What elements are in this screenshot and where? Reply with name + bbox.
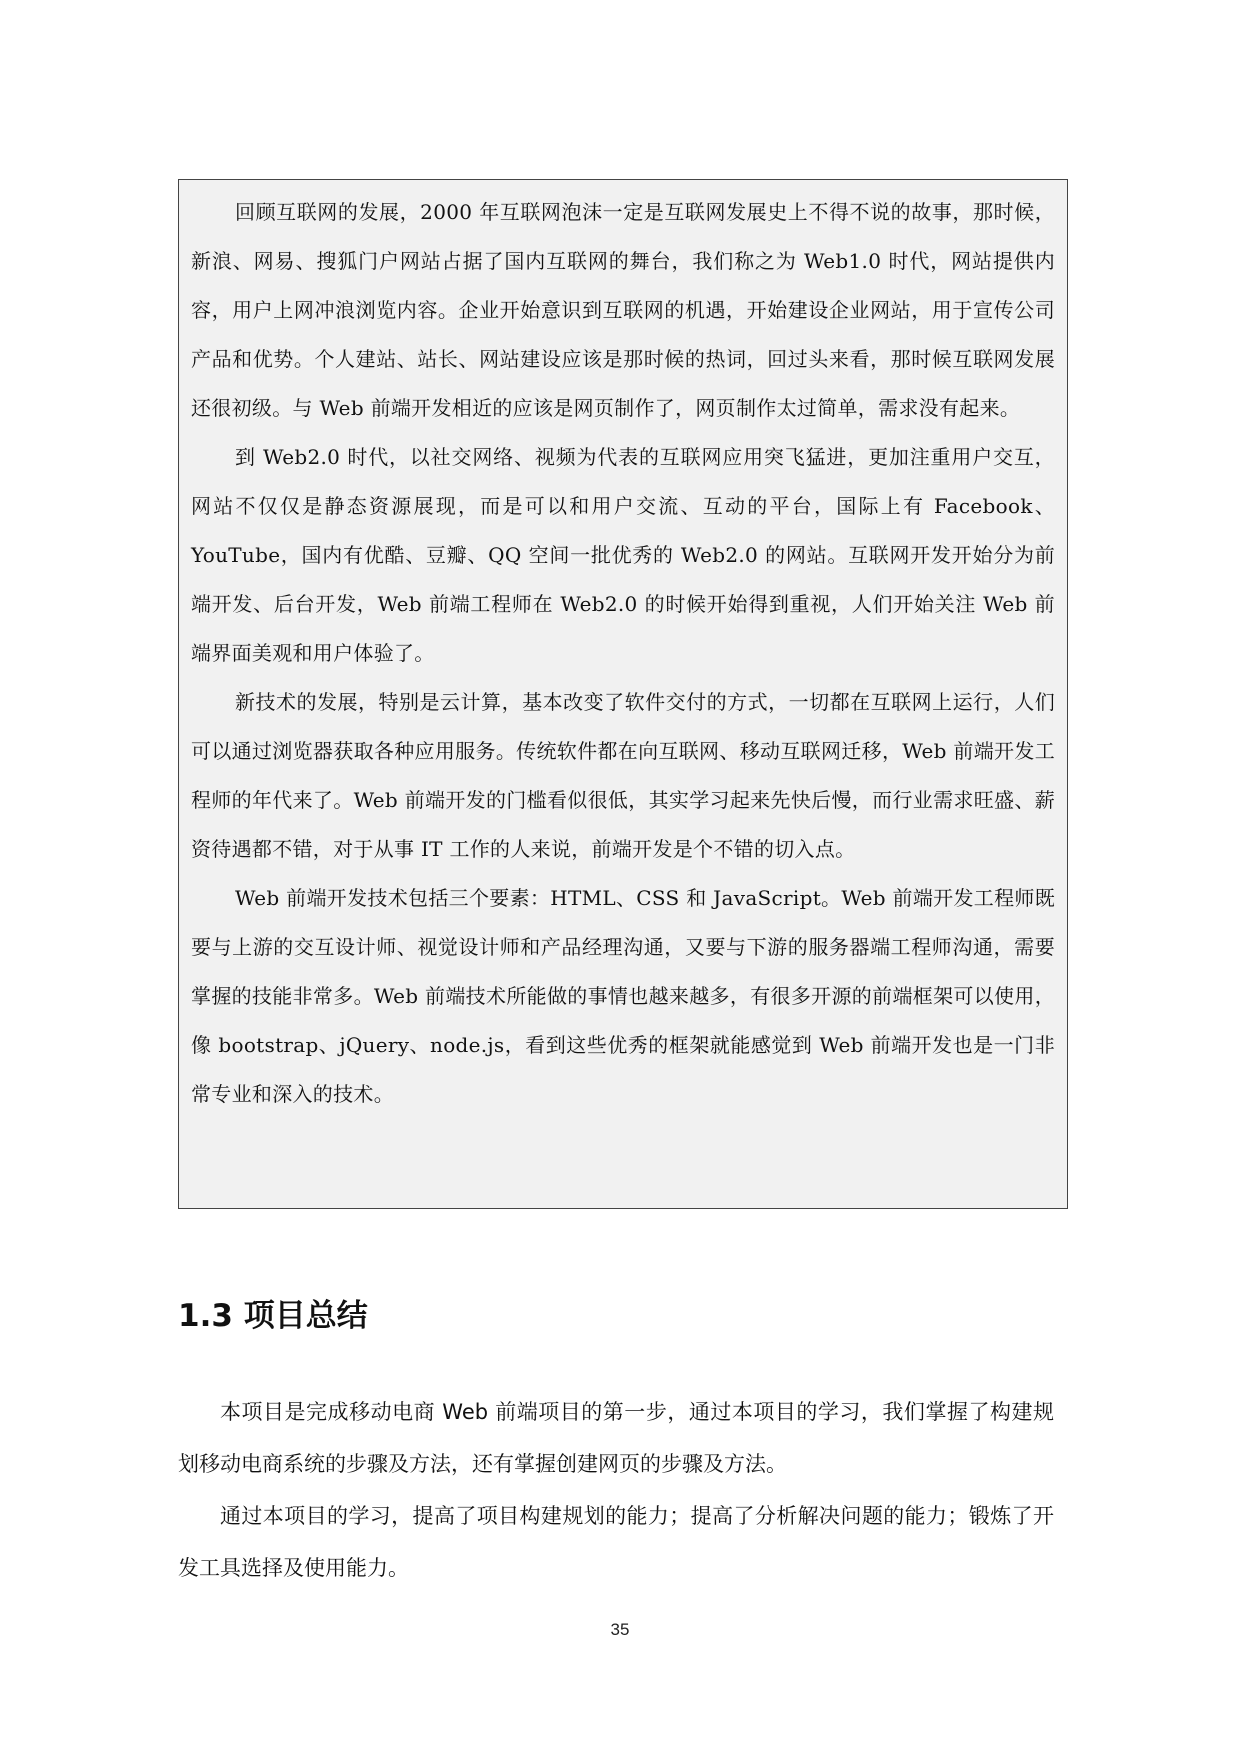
section-heading: 1.3 项目总结 — [178, 1298, 368, 1334]
summary-paragraph-2: 通过本项目的学习，提高了项目构建规划的能力；提高了分析解决问题的能力；锻炼了开发工具选择及使用能力。 — [178, 1504, 1054, 1580]
page-number: 35 — [610, 1620, 630, 1639]
reading-paragraph-2: 到 Web2.0 时代，以社交网络、视频为代表的互联网应用突飞猛进，更加注重用户交互，网站不仅仅是静态资源展现，而是可以和用户交流、互动的平台，国际上有 Facebook、YouTube，国内有优酷、豆瓣、QQ 空间一批优秀的 Web2.0 的网站。互联网开发开始分为前端开发、后台开发，Web 前端工程师在 Web2.0 的时候开始得到重视，人们开始关注 Web 前端界面美观和用户体验了。 — [191, 445, 1055, 665]
summary-section — [178, 1386, 1054, 1594]
reading-paragraph-4: Web 前端开发技术包括三个要素：HTML、CSS 和 JavaScript。Web 前端开发工程师既要与上游的交互设计师、视觉设计师和产品经理沟通，又要与下游的服务器端工程师沟通，需要掌握的技能非常多。Web 前端技术所能做的事情也越来越多，有很多开源的前端框架可以使用，像 bootstrap、jQuery、node.js，看到这些优秀的框架就能感觉到 Web 前端开发也是一门非常专业和深入的技术。 — [191, 886, 1055, 1106]
reading-paragraph-1: 回顾互联网的发展，2000 年互联网泡沫一定是互联网发展史上不得不说的故事，那时候，新浪、网易、搜狐门户网站占据了国内互联网的舞台，我们称之为 Web1.0 时代，网站提供内容，用户上网冲浪浏览内容。企业开始意识到互联网的机遇，开始建设企业网站，用于宣传公司产品和优势。个人建站、站长、网站建设应该是那时候的热词，回过头来看，那时候互联网发展还很初级。与 Web 前端开发相近的应该是网页制作了，网页制作太过简单，需求没有起来。 — [191, 200, 1055, 420]
summary-paragraph-1: 本项目是完成移动电商 Web 前端项目的第一步，通过本项目的学习，我们掌握了构建规划移动电商系统的步骤及方法，还有掌握创建网页的步骤及方法。 — [178, 1400, 1054, 1476]
reading-box — [178, 179, 1068, 1209]
reading-paragraph-3: 新技术的发展，特别是云计算，基本改变了软件交付的方式，一切都在互联网上运行，人们可以通过浏览器获取各种应用服务。传统软件都在向互联网、移动互联网迁移，Web 前端开发工程师的年代来了。Web 前端开发的门槛看似很低，其实学习起来先快后慢，而行业需求旺盛、薪资待遇都不错，对于从事 IT 工作的人来说，前端开发是个不错的切入点。 — [191, 690, 1055, 861]
